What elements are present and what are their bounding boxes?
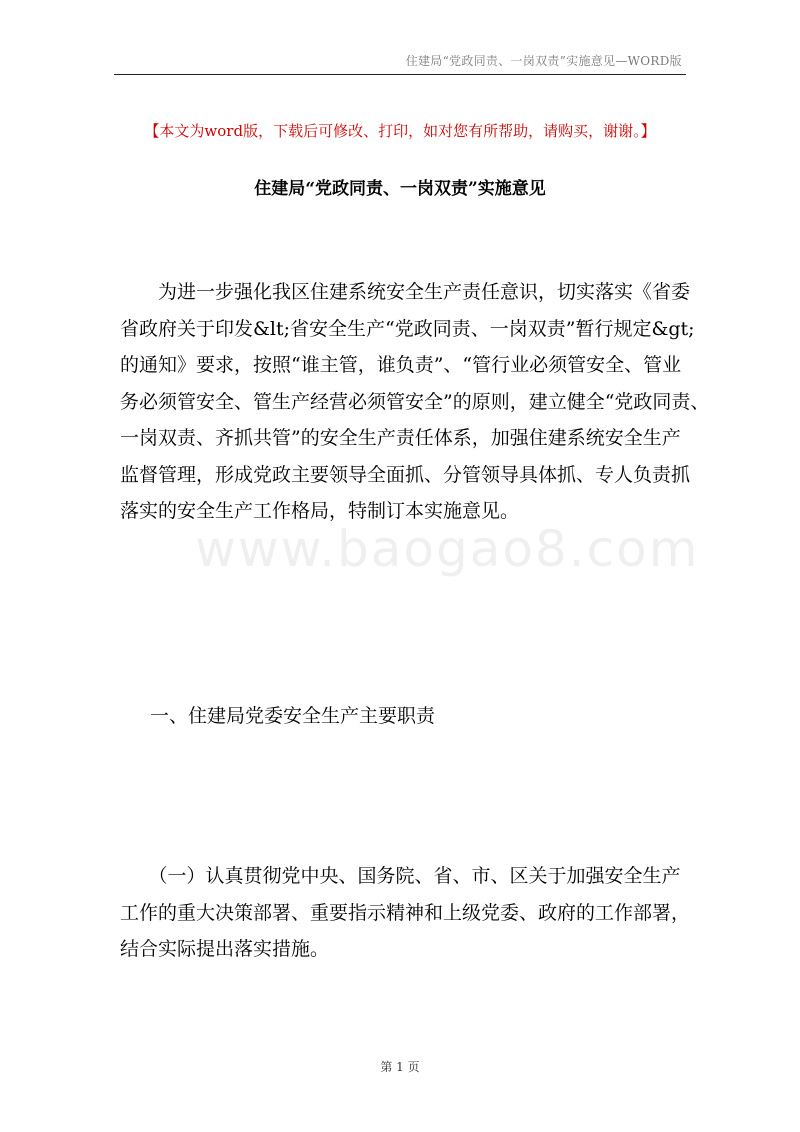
paragraph-line: 工作的重大决策部署、重要指示精神和上级党委、政府的工作部署， <box>120 901 691 924</box>
clause-paragraph <box>120 858 691 968</box>
running-header: 住建局“党政同责、一岗双责”实施意见—WORD版 <box>405 54 682 68</box>
document-title: 住建局“党政同责、一岗双责”实施意见 <box>254 179 546 199</box>
paragraph-line: 的通知》要求，按照“谁主管，谁负责”、“管行业必须管安全、管业 <box>120 354 682 376</box>
paragraph-line: 为进一步强化我区住建系统安全生产责任意识，切实落实《省委 <box>120 281 691 303</box>
header-divider <box>114 74 686 75</box>
download-notice: 【本文为word版，下载后可修改、打印，如对您有所帮助，请购买，谢谢。】 <box>144 122 656 140</box>
paragraph-line: 监督管理，形成党政主要领导全面抓、分管领导具体抓、专人负责抓 <box>120 463 691 486</box>
page-number: 第 1 页 <box>380 1060 420 1074</box>
paragraph-line: 结合实际提出落实措施。 <box>120 938 330 960</box>
paragraph-line: （一）认真贯彻党中央、国务院、省、市、区关于加强安全生产 <box>120 865 681 887</box>
paragraph-line: 务必须管安全、管生产经营必须管安全”的原则，建立健全“党政同责、 <box>120 390 710 413</box>
paragraph-line: 落实的安全生产工作格局，特制订本实施意见。 <box>120 500 520 522</box>
paragraph-line: 省政府关于印发&lt;省安全生产“党政同责、一岗双责”暂行规定&gt; <box>120 317 695 340</box>
site-watermark: www.baogao8.com <box>195 520 700 578</box>
paragraph-line: 一岗双责、齐抓共管”的安全生产责任体系，加强住建系统安全生产 <box>120 427 681 449</box>
section-heading: 一、住建局党委安全生产主要职责 <box>150 705 436 727</box>
intro-paragraph <box>120 274 710 530</box>
